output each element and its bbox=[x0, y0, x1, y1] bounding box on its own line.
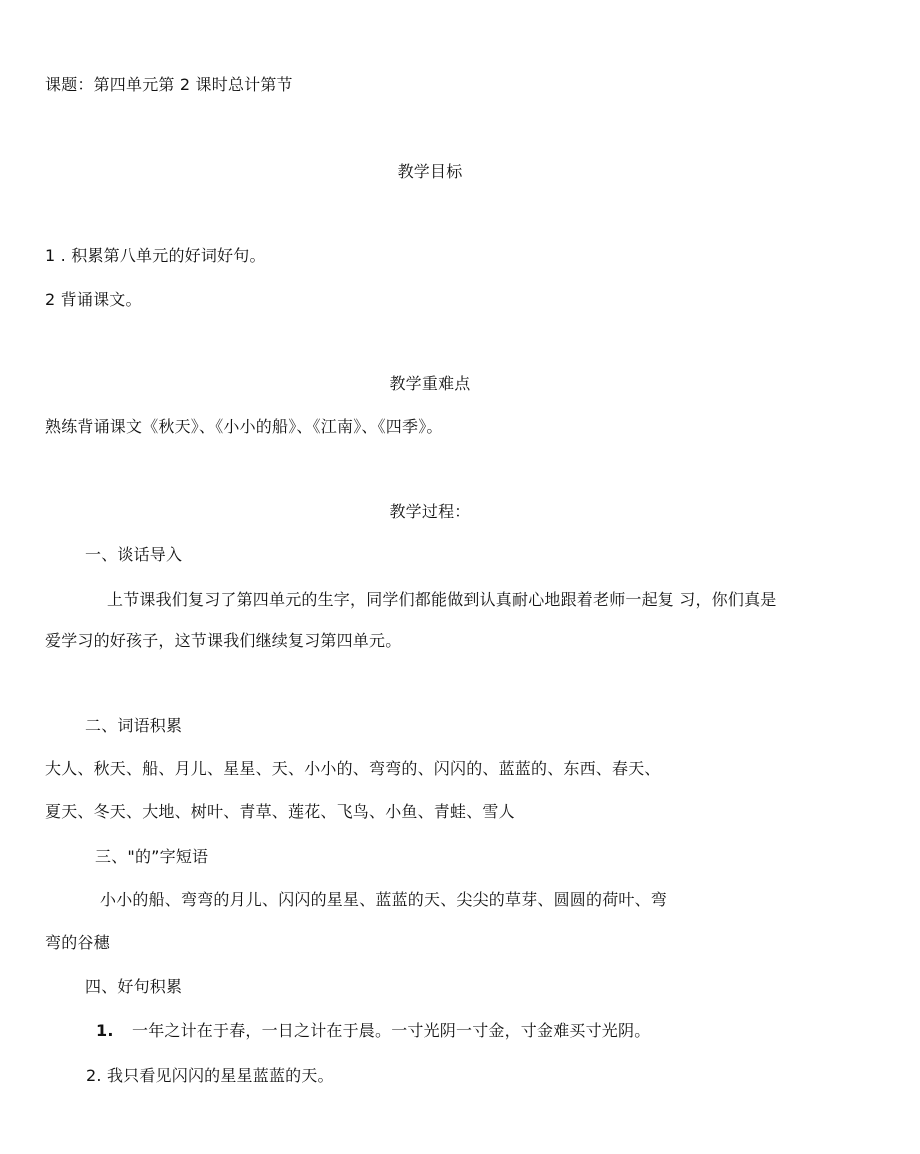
section-3-title: 三、"的”字短语 bbox=[95, 847, 209, 866]
key-points-heading: 教学重难点 bbox=[389, 374, 471, 393]
phrases-line-2: 弯的谷穗 bbox=[45, 933, 110, 952]
phrases-line-1: 小小的船、弯弯的月儿、闪闪的星星、蓝蓝的天、尖尖的草芽、圆圆的荷叶、弯 bbox=[100, 890, 668, 909]
objective-item-1: 1 . 积累第八单元的好词好句。 bbox=[45, 246, 266, 265]
sentence-item-1-text: 一年之计在于春，一日之计在于晨。一寸光阴一寸金，寸金难买寸光阴。 bbox=[132, 1021, 651, 1040]
key-points-text: 熟练背诵课文《秋天》、《小小的船》、《江南》、《四季》。 bbox=[45, 417, 443, 436]
vocabulary-line-2: 夏天、冬天、大地、树叶、青草、莲花、飞鸟、小鱼、青蛙、雪人 bbox=[45, 802, 515, 821]
section-2-title: 二、词语积累 bbox=[85, 716, 183, 735]
section-1-title: 一、谈话导入 bbox=[85, 545, 183, 564]
lesson-title-line: 课题：第四单元第 2 课时总计第节 bbox=[45, 75, 293, 94]
sentence-item-2: 2. 我只看见闪闪的星星蓝蓝的天。 bbox=[86, 1066, 334, 1085]
section-1-paragraph-line-2: 爱学习的好孩子，这节课我们继续复习第四单元。 bbox=[45, 631, 402, 650]
section-1-paragraph-line-1: 上节课我们复习了第四单元的生字，同学们都能做到认真耐心地跟着老师一起复 习，你们真是 bbox=[107, 590, 777, 609]
objective-item-2: 2 背诵课文。 bbox=[45, 290, 142, 309]
process-heading: 教学过程： bbox=[389, 502, 471, 521]
sentence-item-1-number: 1. bbox=[96, 1021, 114, 1040]
objectives-heading: 教学目标 bbox=[397, 162, 463, 181]
vocabulary-line-1: 大人、秋天、船、月儿、星星、天、小小的、弯弯的、闪闪的、蓝蓝的、东西、春天、 bbox=[45, 759, 661, 778]
section-4-title: 四、好句积累 bbox=[85, 977, 183, 996]
